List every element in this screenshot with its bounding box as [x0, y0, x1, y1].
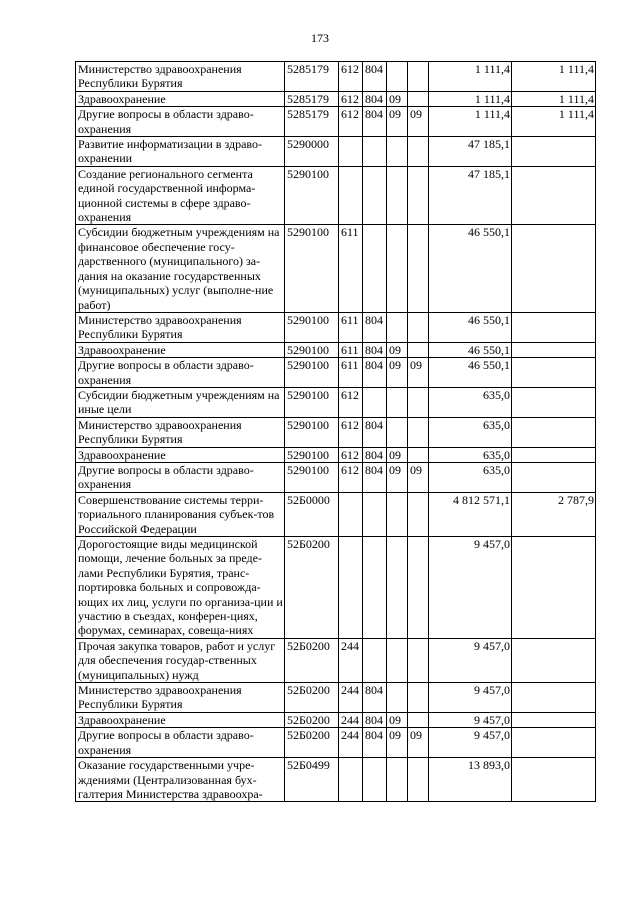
- amount-2-cell: [512, 312, 596, 342]
- amount-1-cell: 1 111,4: [429, 62, 512, 92]
- section-code-cell: 09: [387, 358, 408, 388]
- amount-1-cell: 47 185,1: [429, 166, 512, 225]
- section-code-cell: [387, 137, 408, 167]
- expense-type-cell: [339, 166, 363, 225]
- subsection-code-cell: [408, 492, 429, 536]
- ministry-code-cell: 804: [363, 683, 387, 713]
- expense-type-cell: 612: [339, 447, 363, 462]
- section-code-cell: 09: [387, 107, 408, 137]
- row-name-cell: Здравоохранение: [76, 342, 285, 357]
- subsection-code-cell: [408, 312, 429, 342]
- row-name-cell: Здравоохранение: [76, 712, 285, 727]
- row-name-cell: Совершенствование системы терри-ториального планирования субъек-тов Российской Федерации: [76, 492, 285, 536]
- amount-2-cell: [512, 712, 596, 727]
- amount-1-cell: 9 457,0: [429, 683, 512, 713]
- row-name-cell: Другие вопросы в области здраво-охранения: [76, 107, 285, 137]
- subsection-code-cell: [408, 758, 429, 802]
- subsection-code-cell: 09: [408, 107, 429, 137]
- subsection-code-cell: [408, 683, 429, 713]
- row-name-cell: Здравоохранение: [76, 447, 285, 462]
- amount-2-cell: [512, 537, 596, 639]
- target-code-cell: 52Б0200: [285, 683, 339, 713]
- table-row: [76, 107, 596, 137]
- ministry-code-cell: 804: [363, 712, 387, 727]
- expense-type-cell: 611: [339, 225, 363, 312]
- section-code-cell: [387, 387, 408, 417]
- amount-1-cell: 9 457,0: [429, 537, 512, 639]
- row-name-cell: Другие вопросы в области здраво-охранения: [76, 358, 285, 388]
- target-code-cell: 52Б0499: [285, 758, 339, 802]
- section-code-cell: [387, 758, 408, 802]
- target-code-cell: 5290100: [285, 342, 339, 357]
- amount-1-cell: 46 550,1: [429, 342, 512, 357]
- table-row: [76, 758, 596, 802]
- row-name-cell: Другие вопросы в области здраво-охранения: [76, 462, 285, 492]
- amount-2-cell: [512, 638, 596, 682]
- table-row: [76, 728, 596, 758]
- amount-1-cell: 635,0: [429, 387, 512, 417]
- row-name-cell: Субсидии бюджетным учреждениям на финансовое обеспечение госу-дарственного (муниципального) за-дания на оказание государственных (муниципальных) услуг (выполне-ние работ): [76, 225, 285, 312]
- section-code-cell: [387, 225, 408, 312]
- table-row: [76, 683, 596, 713]
- expense-type-cell: 612: [339, 417, 363, 447]
- target-code-cell: 52Б0200: [285, 712, 339, 727]
- subsection-code-cell: [408, 137, 429, 167]
- table-row: [76, 342, 596, 357]
- ministry-code-cell: 804: [363, 91, 387, 106]
- table-row: [76, 166, 596, 225]
- ministry-code-cell: [363, 387, 387, 417]
- expense-type-cell: [339, 537, 363, 639]
- subsection-code-cell: [408, 638, 429, 682]
- table-row: [76, 638, 596, 682]
- amount-1-cell: 635,0: [429, 447, 512, 462]
- ministry-code-cell: [363, 537, 387, 639]
- section-code-cell: 09: [387, 712, 408, 727]
- ministry-code-cell: 804: [363, 462, 387, 492]
- amount-2-cell: [512, 342, 596, 357]
- expense-type-cell: 612: [339, 387, 363, 417]
- target-code-cell: 5290000: [285, 137, 339, 167]
- expense-type-cell: 612: [339, 62, 363, 92]
- subsection-code-cell: [408, 387, 429, 417]
- amount-2-cell: [512, 683, 596, 713]
- row-name-cell: Дорогостоящие виды медицинской помощи, лечение больных за преде-лами Республики Бурятия, транс-портировка больных и сопровожда-ющих их лиц, услуги по организа-ции и участию в съездах, конферен-циях, форумах, семинарах, совеща-ниях: [76, 537, 285, 639]
- expense-type-cell: 612: [339, 462, 363, 492]
- expense-type-cell: 611: [339, 342, 363, 357]
- target-code-cell: 5285179: [285, 91, 339, 106]
- table-body: [76, 62, 596, 802]
- row-name-cell: Другие вопросы в области здраво-охранения: [76, 728, 285, 758]
- section-code-cell: 09: [387, 728, 408, 758]
- expense-type-cell: 244: [339, 728, 363, 758]
- amount-1-cell: 635,0: [429, 462, 512, 492]
- subsection-code-cell: [408, 342, 429, 357]
- ministry-code-cell: [363, 137, 387, 167]
- ministry-code-cell: [363, 166, 387, 225]
- table-row: [76, 225, 596, 312]
- amount-2-cell: [512, 462, 596, 492]
- table-row: [76, 462, 596, 492]
- row-name-cell: Прочая закупка товаров, работ и услуг для обеспечения государ-ственных (муниципальных) нужд: [76, 638, 285, 682]
- ministry-code-cell: [363, 758, 387, 802]
- section-code-cell: [387, 683, 408, 713]
- expense-type-cell: [339, 137, 363, 167]
- subsection-code-cell: [408, 166, 429, 225]
- table-row: [76, 62, 596, 92]
- subsection-code-cell: [408, 447, 429, 462]
- amount-2-cell: [512, 137, 596, 167]
- table-row: [76, 417, 596, 447]
- amount-2-cell: [512, 447, 596, 462]
- table-row: [76, 537, 596, 639]
- table-row: [76, 312, 596, 342]
- amount-2-cell: [512, 166, 596, 225]
- target-code-cell: 5290100: [285, 387, 339, 417]
- section-code-cell: 09: [387, 447, 408, 462]
- amount-1-cell: 4 812 571,1: [429, 492, 512, 536]
- expense-type-cell: 611: [339, 312, 363, 342]
- ministry-code-cell: [363, 638, 387, 682]
- row-name-cell: Министерство здравоохранения Республики Бурятия: [76, 62, 285, 92]
- amount-2-cell: [512, 417, 596, 447]
- row-name-cell: Министерство здравоохранения Республики Бурятия: [76, 683, 285, 713]
- target-code-cell: 5285179: [285, 107, 339, 137]
- ministry-code-cell: 804: [363, 728, 387, 758]
- subsection-code-cell: [408, 417, 429, 447]
- amount-2-cell: 2 787,9: [512, 492, 596, 536]
- amount-2-cell: [512, 225, 596, 312]
- target-code-cell: 5285179: [285, 62, 339, 92]
- row-name-cell: Создание регионального сегмента единой государственной информа-ционной системы в сфере здраво-охранения: [76, 166, 285, 225]
- section-code-cell: [387, 537, 408, 639]
- amount-1-cell: 635,0: [429, 417, 512, 447]
- target-code-cell: 5290100: [285, 417, 339, 447]
- amount-1-cell: 9 457,0: [429, 638, 512, 682]
- target-code-cell: 5290100: [285, 447, 339, 462]
- section-code-cell: 09: [387, 462, 408, 492]
- subsection-code-cell: 09: [408, 728, 429, 758]
- page-number: 173: [311, 31, 329, 45]
- target-code-cell: 52Б0200: [285, 537, 339, 639]
- ministry-code-cell: 804: [363, 342, 387, 357]
- section-code-cell: [387, 492, 408, 536]
- amount-2-cell: [512, 387, 596, 417]
- budget-table: [75, 61, 596, 802]
- target-code-cell: 5290100: [285, 462, 339, 492]
- amount-1-cell: 9 457,0: [429, 712, 512, 727]
- row-name-cell: Министерство здравоохранения Республики Бурятия: [76, 417, 285, 447]
- ministry-code-cell: 804: [363, 107, 387, 137]
- amount-1-cell: 46 550,1: [429, 358, 512, 388]
- table-row: [76, 137, 596, 167]
- target-code-cell: 52Б0200: [285, 728, 339, 758]
- expense-type-cell: [339, 492, 363, 536]
- section-code-cell: 09: [387, 342, 408, 357]
- subsection-code-cell: 09: [408, 358, 429, 388]
- section-code-cell: [387, 166, 408, 225]
- ministry-code-cell: 804: [363, 312, 387, 342]
- table-row: [76, 387, 596, 417]
- ministry-code-cell: [363, 225, 387, 312]
- amount-2-cell: [512, 758, 596, 802]
- target-code-cell: 5290100: [285, 225, 339, 312]
- amount-1-cell: 1 111,4: [429, 91, 512, 106]
- section-code-cell: [387, 638, 408, 682]
- target-code-cell: 5290100: [285, 312, 339, 342]
- row-name-cell: Субсидии бюджетным учреждениям на иные цели: [76, 387, 285, 417]
- table-row: [76, 91, 596, 106]
- amount-2-cell: 1 111,4: [512, 62, 596, 92]
- section-code-cell: 09: [387, 91, 408, 106]
- ministry-code-cell: 804: [363, 417, 387, 447]
- expense-type-cell: 612: [339, 107, 363, 137]
- table-row: [76, 358, 596, 388]
- amount-2-cell: [512, 358, 596, 388]
- expense-type-cell: [339, 758, 363, 802]
- expense-type-cell: 244: [339, 712, 363, 727]
- amount-2-cell: 1 111,4: [512, 91, 596, 106]
- ministry-code-cell: 804: [363, 447, 387, 462]
- target-code-cell: 52Б0000: [285, 492, 339, 536]
- subsection-code-cell: 09: [408, 462, 429, 492]
- subsection-code-cell: [408, 62, 429, 92]
- subsection-code-cell: [408, 91, 429, 106]
- row-name-cell: Развитие информатизации в здраво-охранении: [76, 137, 285, 167]
- row-name-cell: Здравоохранение: [76, 91, 285, 106]
- amount-2-cell: [512, 728, 596, 758]
- amount-1-cell: 47 185,1: [429, 137, 512, 167]
- table-row: [76, 447, 596, 462]
- expense-type-cell: 244: [339, 683, 363, 713]
- target-code-cell: 52Б0200: [285, 638, 339, 682]
- subsection-code-cell: [408, 225, 429, 312]
- expense-type-cell: 244: [339, 638, 363, 682]
- amount-2-cell: 1 111,4: [512, 107, 596, 137]
- row-name-cell: Оказание государственными учре-ждениями (Централизованная бух-галтерия Министерства здравоохра-: [76, 758, 285, 802]
- target-code-cell: 5290100: [285, 358, 339, 388]
- expense-type-cell: 611: [339, 358, 363, 388]
- table-row: [76, 712, 596, 727]
- amount-1-cell: 9 457,0: [429, 728, 512, 758]
- expense-type-cell: 612: [339, 91, 363, 106]
- ministry-code-cell: 804: [363, 62, 387, 92]
- amount-1-cell: 13 893,0: [429, 758, 512, 802]
- amount-1-cell: 46 550,1: [429, 225, 512, 312]
- target-code-cell: 5290100: [285, 166, 339, 225]
- section-code-cell: [387, 417, 408, 447]
- subsection-code-cell: [408, 712, 429, 727]
- amount-1-cell: 46 550,1: [429, 312, 512, 342]
- ministry-code-cell: [363, 492, 387, 536]
- ministry-code-cell: 804: [363, 358, 387, 388]
- subsection-code-cell: [408, 537, 429, 639]
- section-code-cell: [387, 312, 408, 342]
- row-name-cell: Министерство здравоохранения Республики Бурятия: [76, 312, 285, 342]
- amount-1-cell: 1 111,4: [429, 107, 512, 137]
- table-row: [76, 492, 596, 536]
- section-code-cell: [387, 62, 408, 92]
